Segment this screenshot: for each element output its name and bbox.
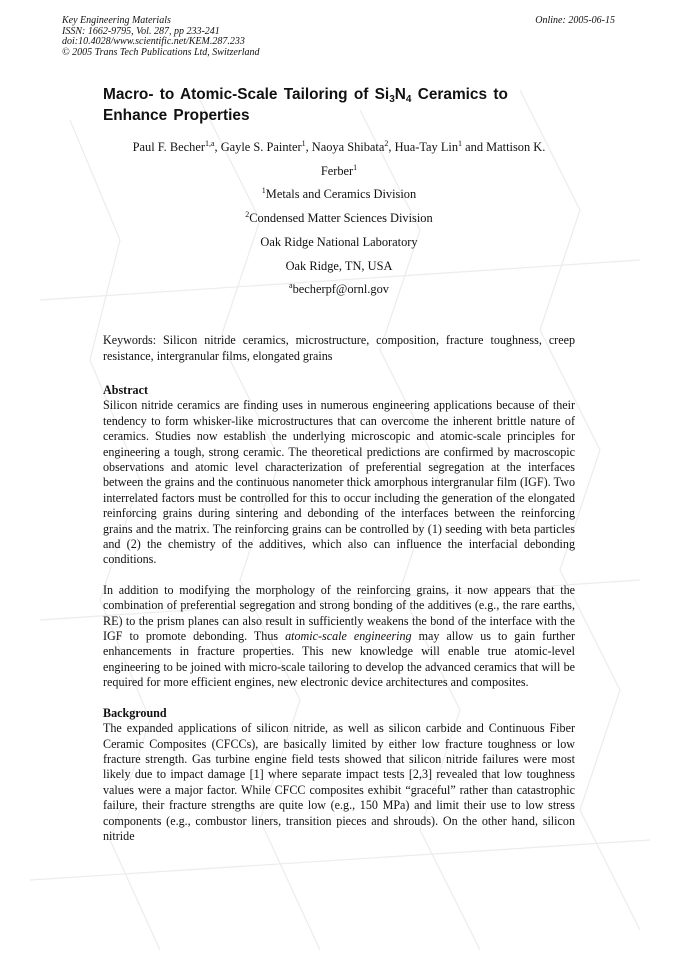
title-subscript-1: 3: [389, 94, 395, 105]
author-sup: 2: [384, 139, 389, 148]
journal-name: Key Engineering Materials: [62, 15, 171, 26]
affiliation-1: [103, 183, 575, 207]
title-subscript-2: 4: [405, 94, 412, 105]
keywords: Keywords: Silicon nitride ceramics, microstructure, composition, fracture toughness, creep resistance, intergranular films, elongated grains: [103, 333, 575, 363]
online-date: Online: 2005-06-15: [535, 15, 615, 26]
author-shibata: , Naoya Shibata: [305, 140, 385, 154]
author-sup: 1: [458, 139, 463, 148]
author-lin: , Hua-Tay Lin: [388, 140, 459, 154]
affiliation-2: [103, 207, 575, 231]
abstract-heading: Abstract: [103, 382, 149, 397]
author-sup: 1: [353, 162, 358, 172]
title-line-2: Enhance Properties: [103, 107, 250, 124]
background-paragraph-1: The expanded applications of silicon nitride, as well as silicon carbide and Continuous Fiber Ceramic Composites (CFCCs), are basically limited by either low fracture toughness or low fracture strength. Gas turbine engine field tests showed that silicon nitride failures were most likely due to impact damage [1] where separate impact tests [2,3] revealed that low toughness values were a major factor. While CFCC composites exhibit “graceful” rather than catastrophic failure, their fracture strengths are quite low (e.g., 150 MPa) and limit their use to low stress components (e.g., combustor liners, transition pieces and shrouds). On the other hand, silicon nitride: [103, 721, 575, 843]
abstract-p2-emphasis: atomic-scale engineering: [285, 629, 412, 644]
author-painter: , Gayle S. Painter: [214, 140, 302, 154]
abstract-p2-text: In addition to modifying the morphology of the reinforcing grains, it now appears that the combination of preferential segregation and strong bonding of the additives (e.g., the rare earths, RE) to the prism planes can also result in sufficiently weakens the bond of the interface with the IGF to promote debonding. Thus: [103, 582, 575, 644]
doi-line: doi:10.4028/www.scientific.net/KEM.287.233: [62, 36, 245, 48]
lab-location: Oak Ridge, TN, USA: [285, 258, 393, 273]
email-link[interactable]: becherpf@ornl.gov: [292, 282, 389, 297]
author-becher: Paul F. Becher: [132, 140, 205, 154]
affiliation-text: Condensed Matter Sciences Division: [249, 210, 433, 225]
paper-title: [103, 84, 575, 126]
affiliation-sup: 2: [245, 209, 250, 219]
email-sup: a: [289, 281, 293, 291]
issn-line: ISSN: 1662-9795, Vol. 287, pp 233-241: [62, 25, 220, 37]
author-ferber-surname: Ferber: [320, 163, 354, 178]
affiliation-sup: 1: [261, 186, 266, 196]
author-list: [103, 136, 575, 183]
author-sup: 1: [301, 139, 306, 148]
abstract-p2-text-end: may allow us to gain further enhancements in fracture properties. This new knowledge will enable true atomic-level engineering to be joined with micro-scale tailoring to develop the advanced ceramics that will be required for more efficient engines, new electronic device architectures and composites.: [103, 629, 575, 690]
author-sup: 1,a: [204, 139, 215, 148]
lab-name: Oak Ridge National Laboratory: [260, 234, 418, 249]
copyright-line: © 2005 Trans Tech Publications Ltd, Switzerland: [62, 46, 260, 58]
paper-body: [103, 84, 575, 844]
title-text-2: N: [394, 86, 406, 103]
title-text-3: Ceramics to: [411, 86, 508, 103]
abstract-paragraph-1: Silicon nitride ceramics are finding uses in numerous engineering applications because of their tendency to form whisker-like microstructures that can overcome the inherent brittle nature of ceramics. Studies now establish the underlying microscopic and atomic-scale principles for engineering a tough, strong ceramic. The theoretical predictions are confirmed by macroscopic observations and atomic level characterization of preferential segregation at the interfaces between the grains and the continuous nanometer thick amorphous intergranular film (IGF). Two interrelated factors must be controlled for this to occur including the generation of the elongated reinforcing grains during sintering and debonding of the interfaces between the reinforcing grains and the matrix. The reinforcing grains can be controlled by (1) seeding with beta particles and (2) the chemistry of the additives, which also can influence the interfacial debonding conditions.: [103, 398, 575, 567]
contact-email[interactable]: [103, 278, 575, 302]
author-ferber: and Mattison K.: [462, 140, 546, 154]
abstract-paragraph-2: [103, 583, 575, 691]
affiliation-text: Metals and Ceramics Division: [265, 187, 417, 202]
running-header: [62, 16, 260, 58]
title-text-1: Macro- to Atomic-Scale Tailoring of Si: [103, 86, 390, 103]
background-heading: Background: [103, 705, 167, 720]
